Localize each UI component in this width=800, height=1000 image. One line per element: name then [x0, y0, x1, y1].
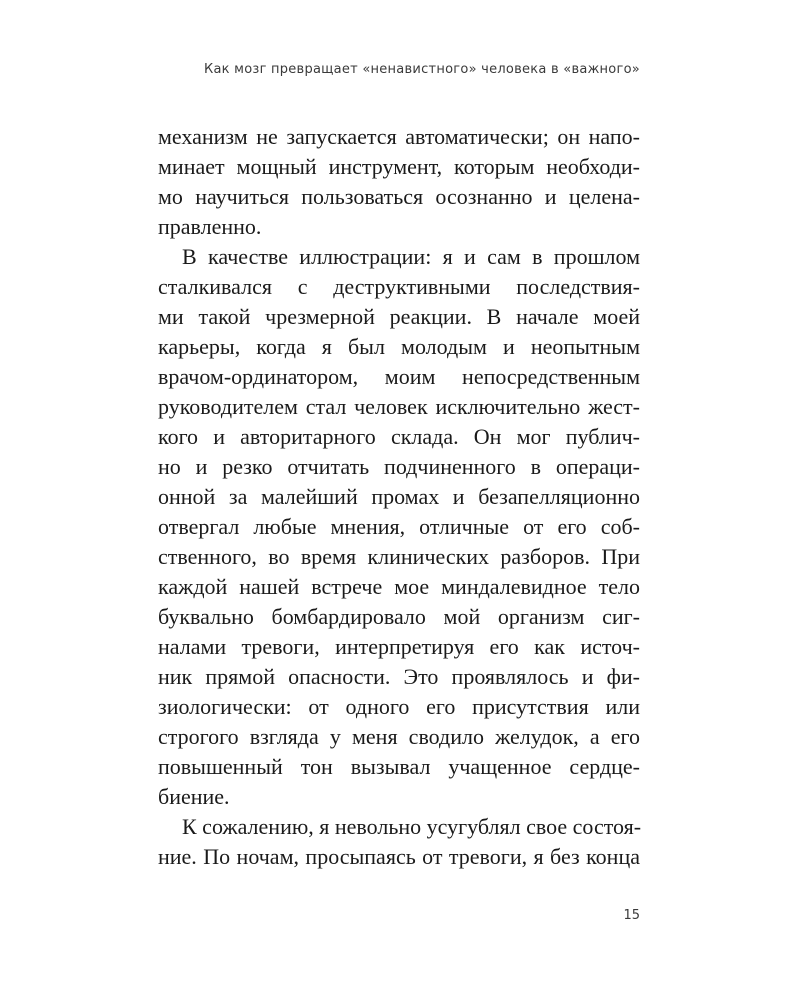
text-line: ственного, во время клинических разборов. При	[158, 544, 640, 569]
page-number: 15	[623, 908, 640, 923]
text-line: ник прямой опасности. Это проявлялось и фи-	[158, 664, 640, 689]
text-line: врачом-ординатором, моим непосредственным	[158, 364, 640, 389]
paragraph-first-line: В качестве иллюстрации: я и сам в прошлом	[182, 244, 640, 269]
running-header: Как мозг превращает «ненавистного» человека в «важного»	[203, 62, 640, 77]
text-line: механизм не запускается автоматически; он напо-	[158, 124, 640, 149]
text-line: каждой нашей встрече мое миндалевидное тело	[158, 574, 640, 599]
body-text	[158, 122, 640, 872]
text-line: зиологически: от одного его присутствия или	[158, 694, 640, 719]
text-line: налами тревоги, интерпретируя его как источ-	[158, 634, 640, 659]
text-line: кого и авторитарного склада. Он мог публич-	[158, 424, 640, 449]
text-line: минает мощный инструмент, которым необходи-	[158, 154, 640, 179]
text-line: отвергал любые мнения, отличные от его соб-	[158, 514, 640, 539]
text-line: онной за малейший промах и безапелляционно	[158, 484, 640, 509]
paragraph-first-line: К сожалению, я невольно усугублял свое состоя-	[182, 814, 642, 839]
text-line: руководителем стал человек исключительно жест-	[158, 394, 640, 419]
text-line: правленно.	[158, 214, 262, 239]
text-line: карьеры, когда я был молодым и неопытным	[158, 334, 640, 359]
text-line: ми такой чрезмерной реакции. В начале моей	[158, 304, 640, 329]
text-line: сталкивался с деструктивными последствия-	[158, 274, 640, 299]
text-line: биение.	[158, 784, 230, 809]
text-line: повышенный тон вызывал учащенное сердце-	[158, 754, 640, 779]
text-line: мо научиться пользоваться осознанно и целена-	[158, 184, 640, 209]
text-line: буквально бомбардировало мой организм сиг-	[158, 604, 640, 629]
text-line: строгого взгляда у меня сводило желудок, а его	[158, 724, 640, 749]
text-line: ние. По ночам, просыпаясь от тревоги, я без конца	[158, 844, 640, 869]
text-line: но и резко отчитать подчиненного в операци-	[158, 454, 640, 479]
